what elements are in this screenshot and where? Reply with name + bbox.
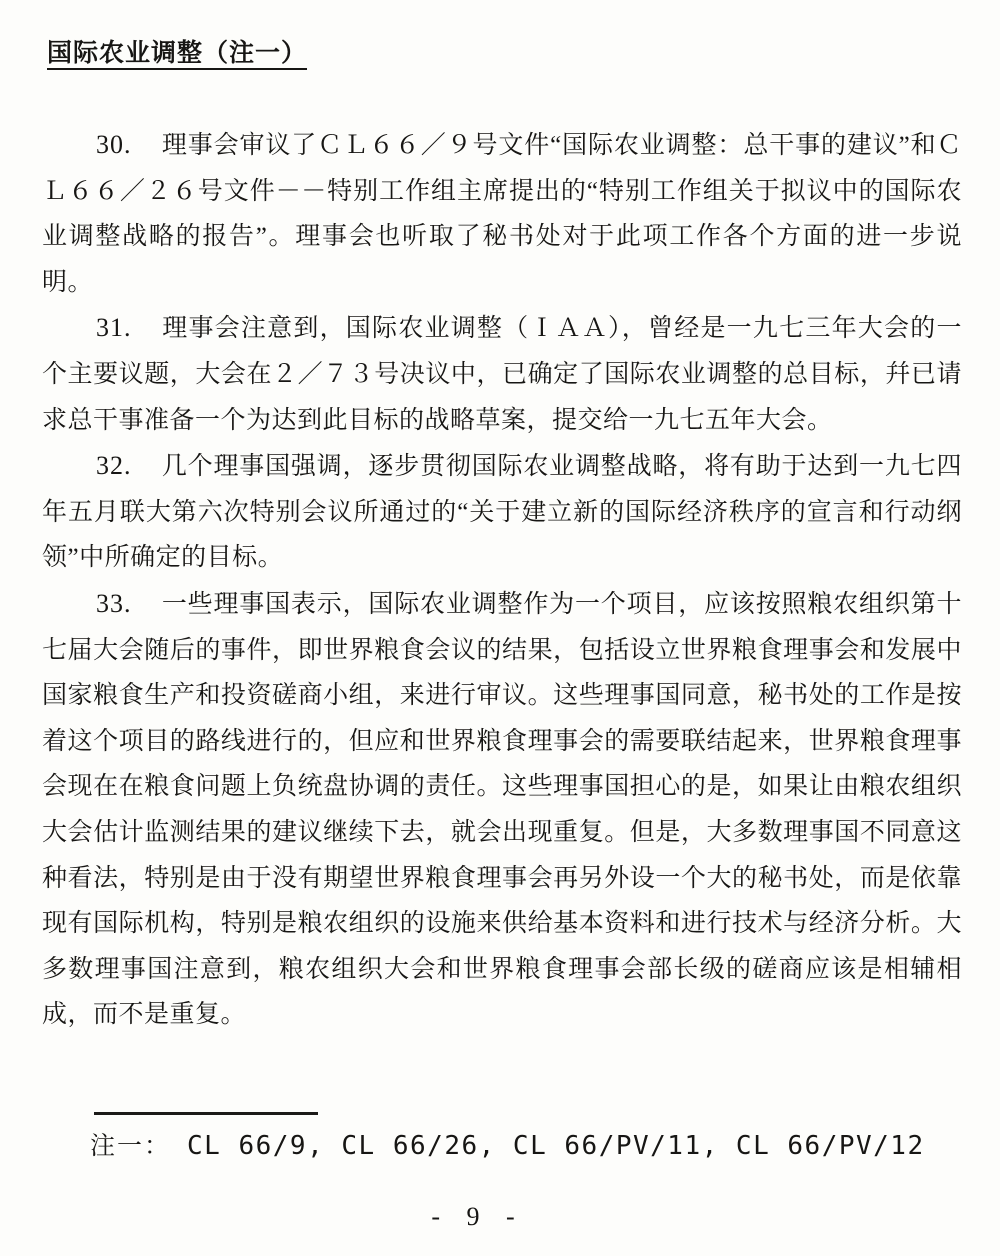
paragraph-31-text: 理事会注意到，国际农业调整（ＩＡＡ），曾经是一九七三年大会的一个主要议题，大会在２／７３号决议中，已确定了国际农业调整的总目标，幷已请求总干事准备一个为达到此目标的战略草案，提交给一九七五年大会。 (42, 315, 962, 434)
paragraph-30-number: 30. (96, 130, 132, 159)
footnote-divider (94, 1112, 318, 1115)
paragraph-31 (42, 305, 962, 443)
paragraph-32-text: 几个理事国强调，逐步贯彻国际农业调整战略，将有助于达到一九七四年五月联大第六次特别会议所通过的“关于建立新的国际经济秩序的宣言和行动纲领”中所确定的目标。 (42, 453, 962, 572)
paragraph-30 (42, 122, 962, 305)
paragraph-33-text: 一些理事国表示，国际农业调整作为一个项目，应该按照粮农组织第十七届大会随后的事件，即世界粮食会议的结果，包括设立世界粮食理事会和发展中国家粮食生产和投资磋商小组，来进行审议。这些理事国同意，秘书处的工作是按着这个项目的路线进行的，但应和世界粮食理事会的需要联结起来，世界粮食理事会现在在粮食问题上负统盘协调的责任。这些理事国担心的是，如果让由粮农组织大会估计监测结果的建议继续下去，就会出现重复。但是，大多数理事国不同意这种看法，特别是由于没有期望世界粮食理事会再另外设一个大的秘书处，而是依靠现有国际机构，特别是粮农组织的设施来供给基本资料和进行技术与经济分析。大多数理事国注意到，粮农组织大会和世界粮食理事会部长级的磋商应该是相辅相成，而不是重复。 (42, 590, 962, 1029)
paragraph-33-number: 33. (96, 588, 132, 618)
document-body (42, 122, 962, 1038)
paragraph-30-text: 理事会审议了ＣＬ６６／９号文件“国际农业调整：总干事的建议”和ＣＬ６６／２６号文件－－特别工作组主席提出的“特别工作组关于拟议中的国际农业调整战略的报告”。理事会也听取了秘书处对于此项工作各个方面的进一步说明。 (42, 132, 962, 296)
footnote-label: 注一： (90, 1133, 172, 1160)
footnote (90, 1126, 925, 1162)
document-title: 国际农业调整（注一） (47, 40, 308, 67)
paragraph-31-number: 31. (96, 313, 132, 343)
paragraph-32 (42, 443, 962, 581)
page-number: - 9 - (431, 1202, 525, 1231)
paragraph-33 (42, 581, 962, 1038)
footnote-references: CL 66/9, CL 66/26, CL 66/PV/11, CL 66/PV/12 (187, 1131, 925, 1161)
paragraph-32-number: 32. (96, 451, 132, 481)
